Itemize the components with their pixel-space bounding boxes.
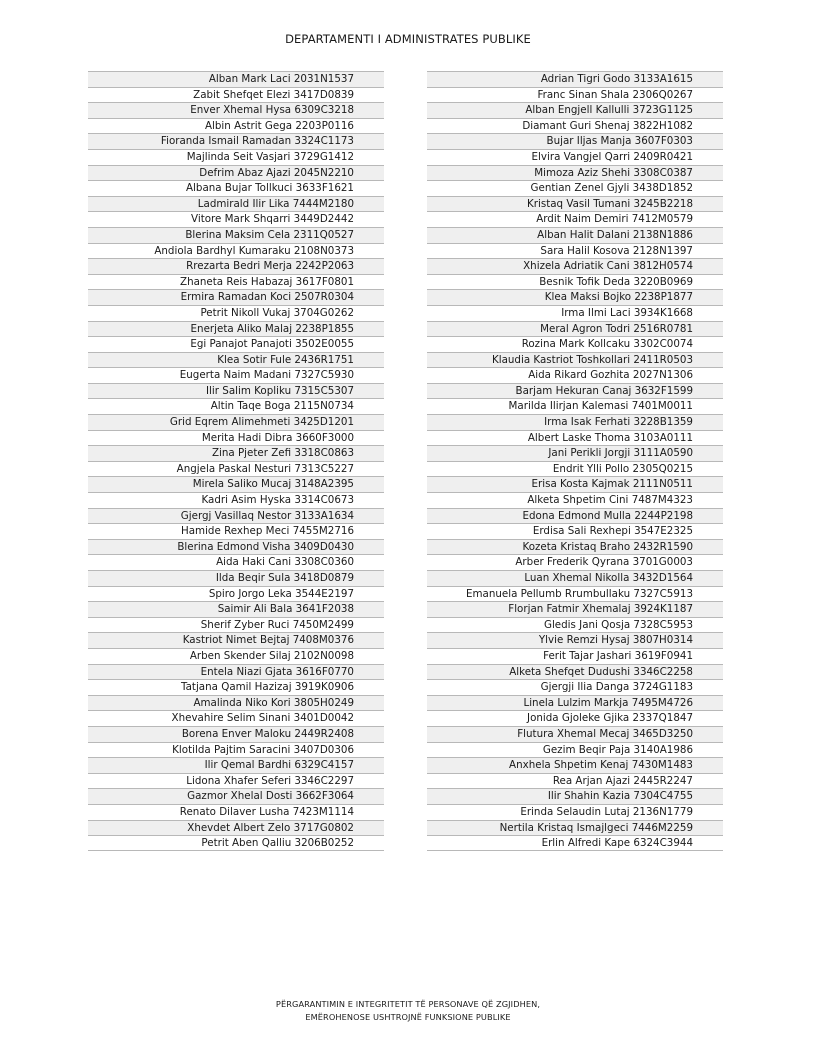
list-item: Rozina Mark Kollcaku 3302C0074 xyxy=(427,336,723,352)
list-item: Xhevahire Selim Sinani 3401D0042 xyxy=(88,710,384,726)
list-item: Gjergji Ilia Danga 3724G1183 xyxy=(427,679,723,695)
list-item: Klaudia Kastriot Toshkollari 2411R0503 xyxy=(427,352,723,368)
list-item: Luan Xhemal Nikolla 3432D1564 xyxy=(427,570,723,586)
list-item: Endrit Ylli Pollo 2305Q0215 xyxy=(427,461,723,477)
list-item: Marilda Ilirjan Kalemasi 7401M0011 xyxy=(427,398,723,414)
list-item: Albin Astrit Gega 2203P0116 xyxy=(88,118,384,134)
list-item: Klotilda Pajtim Saracini 3407D0306 xyxy=(88,742,384,758)
list-item: Elvira Vangjel Qarri 2409R0421 xyxy=(427,149,723,165)
list-item: Ilda Beqir Sula 3418D0879 xyxy=(88,570,384,586)
list-item: Aida Haki Cani 3308C0360 xyxy=(88,554,384,570)
list-item: Albert Laske Thoma 3103A0111 xyxy=(427,430,723,446)
list-item: Alketa Shefqet Dudushi 3346C2258 xyxy=(427,664,723,680)
list-item: Franc Sinan Shala 2306Q0267 xyxy=(427,87,723,103)
list-item: Adrian Tigri Godo 3133A1615 xyxy=(427,71,723,87)
list-item: Hamide Rexhep Meci 7455M2716 xyxy=(88,523,384,539)
list-item: Kristaq Vasil Tumani 3245B2218 xyxy=(427,196,723,212)
list-item: Arber Frederik Qyrana 3701G0003 xyxy=(427,554,723,570)
list-item: Sherif Zyber Ruci 7450M2499 xyxy=(88,617,384,633)
list-item: Bujar Iljas Manja 3607F0303 xyxy=(427,133,723,149)
list-item: Blerina Edmond Visha 3409D0430 xyxy=(88,539,384,555)
list-item: Besnik Tofik Deda 3220B0969 xyxy=(427,274,723,290)
list-item: Kadri Asim Hyska 3314C0673 xyxy=(88,492,384,508)
list-item: Xhizela Adriatik Cani 3812H0574 xyxy=(427,258,723,274)
list-item: Diamant Guri Shenaj 3822H1082 xyxy=(427,118,723,134)
list-item: Arben Skender Silaj 2102N0098 xyxy=(88,648,384,664)
list-item: Xhevdet Albert Zelo 3717G0802 xyxy=(88,820,384,836)
list-item: Erdisa Sali Rexhepi 3547E2325 xyxy=(427,523,723,539)
list-item: Erinda Selaudin Lutaj 2136N1779 xyxy=(427,804,723,820)
list-item: Rea Arjan Ajazi 2445R2247 xyxy=(427,773,723,789)
list-item: Anxhela Shpetim Kenaj 7430M1483 xyxy=(427,757,723,773)
list-item: Albana Bujar Tollkuci 3633F1621 xyxy=(88,180,384,196)
list-item: Petrit Nikoll Vukaj 3704G0262 xyxy=(88,305,384,321)
left-name-list xyxy=(88,71,384,851)
list-item: Egi Panajot Panajoti 3502E0055 xyxy=(88,336,384,352)
footer-line-1: PËRGARANTIMIN E INTEGRITETIT TË PERSONAVE QË ZGJIDHEN, xyxy=(275,999,541,1009)
list-item: Altin Taqe Boga 2115N0734 xyxy=(88,398,384,414)
list-item: Kastriot Nimet Bejtaj 7408M0376 xyxy=(88,632,384,648)
list-item: Zabit Shefqet Elezi 3417D0839 xyxy=(88,87,384,103)
list-item: Amalinda Niko Kori 3805H0249 xyxy=(88,695,384,711)
list-item: Mirela Saliko Mucaj 3148A2395 xyxy=(88,476,384,492)
list-item: Gledis Jani Qosja 7328C5953 xyxy=(427,617,723,633)
list-item: Eugerta Naim Madani 7327C5930 xyxy=(88,367,384,383)
list-item: Blerina Maksim Cela 2311Q0527 xyxy=(88,227,384,243)
list-item: Barjam Hekuran Canaj 3632F1599 xyxy=(427,383,723,399)
list-item: Jonida Gjoleke Gjika 2337Q1847 xyxy=(427,710,723,726)
list-item: Merita Hadi Dibra 3660F3000 xyxy=(88,430,384,446)
list-item: Klea Maksi Bojko 2238P1877 xyxy=(427,289,723,305)
list-item: Irma Ilmi Laci 3934K1668 xyxy=(427,305,723,321)
list-item: Petrit Aben Qalliu 3206B0252 xyxy=(88,835,384,851)
list-item: Meral Agron Todri 2516R0781 xyxy=(427,321,723,337)
list-item: Kozeta Kristaq Braho 2432R1590 xyxy=(427,539,723,555)
list-item: Emanuela Pellumb Rrumbullaku 7327C5913 xyxy=(427,586,723,602)
list-item: Gentian Zenel Gjyli 3438D1852 xyxy=(427,180,723,196)
list-item: Majlinda Seit Vasjari 3729G1412 xyxy=(88,149,384,165)
list-item: Andiola Bardhyl Kumaraku 2108N0373 xyxy=(88,243,384,259)
right-name-list xyxy=(427,71,723,851)
list-item: Ilir Salim Kopliku 7315C5307 xyxy=(88,383,384,399)
list-item: Entela Niazi Gjata 3616F0770 xyxy=(88,664,384,680)
list-item: Alketa Shpetim Cini 7487M4323 xyxy=(427,492,723,508)
list-item: Enver Xhemal Hysa 6309C3218 xyxy=(88,102,384,118)
list-item: Florjan Fatmir Xhemalaj 3924K1187 xyxy=(427,601,723,617)
list-item: Erlin Alfredi Kape 6324C3944 xyxy=(427,835,723,851)
list-item: Irma Isak Ferhati 3228B1359 xyxy=(427,414,723,430)
list-item: Alban Halit Dalani 2138N1886 xyxy=(427,227,723,243)
list-item: Borena Enver Maloku 2449R2408 xyxy=(88,726,384,742)
list-item: Ilir Qemal Bardhi 6329C4157 xyxy=(88,757,384,773)
list-item: Ladmirald Ilir Lika 7444M2180 xyxy=(88,196,384,212)
list-item: Mimoza Aziz Shehi 3308C0387 xyxy=(427,165,723,181)
footer-line-2: EMËROHENOSE USHTROJNË FUNKSIONE PUBLIKE xyxy=(305,1012,511,1022)
list-item: Gezim Beqir Paja 3140A1986 xyxy=(427,742,723,758)
page-title: DEPARTAMENTI I ADMINISTRATES PUBLIKE xyxy=(285,32,531,46)
list-item: Fioranda Ismail Ramadan 3324C1173 xyxy=(88,133,384,149)
list-item: Sara Halil Kosova 2128N1397 xyxy=(427,243,723,259)
list-item: Renato Dilaver Lusha 7423M1114 xyxy=(88,804,384,820)
list-item: Nertila Kristaq Ismajlgeci 7446M2259 xyxy=(427,820,723,836)
list-item: Linela Lulzim Markja 7495M4726 xyxy=(427,695,723,711)
list-item: Erisa Kosta Kajmak 2111N0511 xyxy=(427,476,723,492)
list-item: Enerjeta Aliko Malaj 2238P1855 xyxy=(88,321,384,337)
list-item: Zina Pjeter Zefi 3318C0863 xyxy=(88,445,384,461)
list-item: Lidona Xhafer Seferi 3346C2297 xyxy=(88,773,384,789)
list-item: Tatjana Qamil Hazizaj 3919K0906 xyxy=(88,679,384,695)
list-item: Aida Rikard Gozhita 2027N1306 xyxy=(427,367,723,383)
list-item: Defrim Abaz Ajazi 2045N2210 xyxy=(88,165,384,181)
list-item: Alban Mark Laci 2031N1537 xyxy=(88,71,384,87)
list-item: Ardit Naim Demiri 7412M0579 xyxy=(427,211,723,227)
list-item: Ermira Ramadan Koci 2507R0304 xyxy=(88,289,384,305)
list-item: Ilir Shahin Kazia 7304C4755 xyxy=(427,788,723,804)
list-item: Klea Sotir Fule 2436R1751 xyxy=(88,352,384,368)
page-footer xyxy=(0,998,816,1024)
list-item: Gjergj Vasillaq Nestor 3133A1634 xyxy=(88,508,384,524)
list-item: Flutura Xhemal Mecaj 3465D3250 xyxy=(427,726,723,742)
list-item: Rrezarta Bedri Merja 2242P2063 xyxy=(88,258,384,274)
list-item: Ferit Tajar Jashari 3619F0941 xyxy=(427,648,723,664)
list-item: Ylvie Remzi Hysaj 3807H0314 xyxy=(427,632,723,648)
list-item: Vitore Mark Shqarri 3449D2442 xyxy=(88,211,384,227)
list-item: Jani Perikli Jorgji 3111A0590 xyxy=(427,445,723,461)
list-item: Edona Edmond Mulla 2244P2198 xyxy=(427,508,723,524)
list-item: Grid Eqrem Alimehmeti 3425D1201 xyxy=(88,414,384,430)
list-item: Saimir Ali Bala 3641F2038 xyxy=(88,601,384,617)
list-item: Angjela Paskal Nesturi 7313C5227 xyxy=(88,461,384,477)
list-item: Gazmor Xhelal Dosti 3662F3064 xyxy=(88,788,384,804)
list-item: Alban Engjell Kallulli 3723G1125 xyxy=(427,102,723,118)
list-item: Zhaneta Reis Habazaj 3617F0801 xyxy=(88,274,384,290)
list-item: Spiro Jorgo Leka 3544E2197 xyxy=(88,586,384,602)
